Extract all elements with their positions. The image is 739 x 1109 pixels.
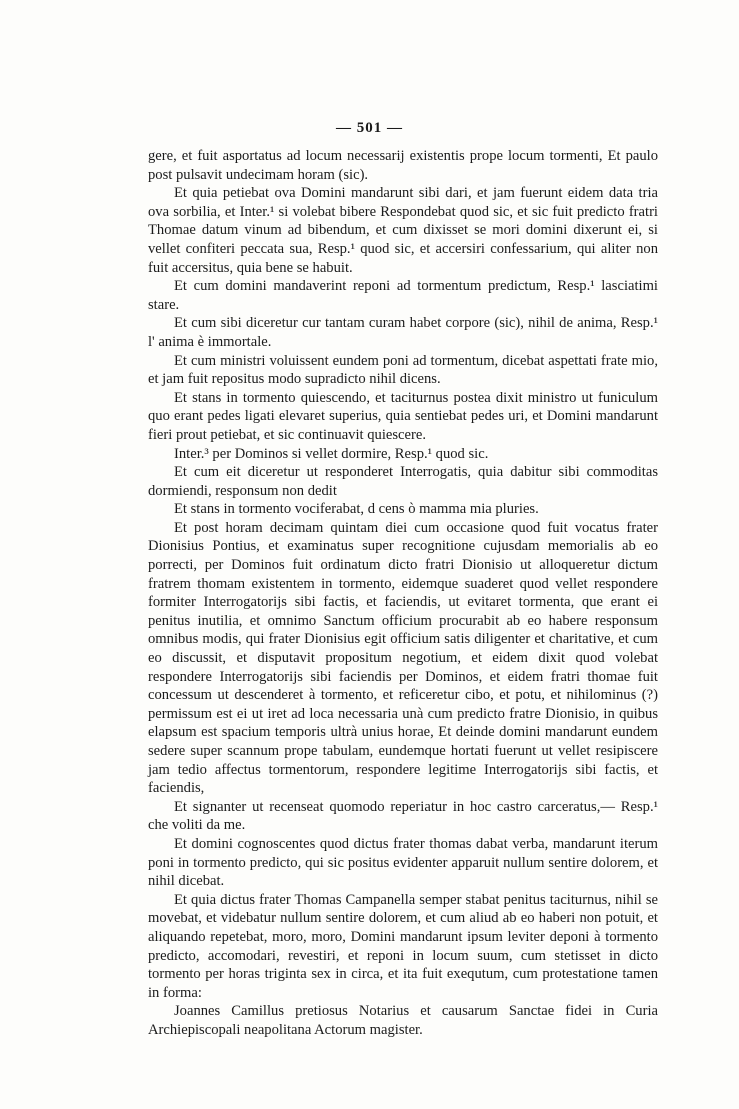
paragraph: Et domini cognoscentes quod dictus frater thomas dabat verba, mandarunt iterum poni in tormento predicto, qui sic positus evidenter apparuit nullum sentire dolorem, et nihil dicebat.	[148, 835, 658, 890]
paragraph: Joannes Camillus pretiosus Notarius et causarum Sanctae fidei in Curia Archiepiscopali neapolitana Actorum magister.	[148, 1003, 658, 1038]
paragraph: gere, et fuit asportatus ad locum necessarij existentis prope locum tormenti, Et paulo post pulsavit undecimam horam (sic).	[148, 148, 658, 183]
paragraph: Et stans in tormento quiescendo, et taciturnus postea dixit ministro ut funiculum quo erant pedes ligati elevaret superius, quia sentiebat pedes uri, et Domini mandarunt fieri prout petiebat, et sic continuavit quiescere.	[148, 389, 658, 443]
paragraph: Et cum eit diceretur ut responderet Interrogatis, quia dabitur sibi commoditas dormiendi, responsum non dedit	[148, 464, 658, 499]
paragraph: Et quia dictus frater Thomas Campanella semper stabat penitus taciturnus, nihil se movebat, et videbatur nullum sentire dolorem, et cum aliud ab eo haberi non potuit, et aliquando repetebat, moro, moro, Domini mandarunt ipsum leviter deponi à tormento predicto, accomodari, revestiri, et reponi in locum suum, cum stetisset in dicto tormento per horas triginta sex in circa, et ita fuit exequtum, cum protestatione tamen in forma:	[148, 891, 658, 1001]
paragraph: Et post horam decimam quintam diei cum occasione quod fuit vocatus frater Dionisius Pontius, et examinatus super recognitione cujusdam memorialis ab eo porrecti, per Dominos fuit ordinatum dicto fratri Dionisio ut alloqueretur dictum fratrem thomam existentem in tormento, eidemque suaderet quod vellet respondere formiter Interrogatorijs sibi factis, et faciendis, ut evitaret tormenta, que erant ei penitus inutilia, et omnimo Sanctum officium procurabit ab eo habere responsum omnibus modis, qui frater Dionisius egit officium satis diligenter et charitative, et cum eo discussit, et disputavit propositum negotium, et eidem dixit quod volebat respondere Interrogatorijs sibi faciendis per Dominos, et eidem fratri thomae fuit concessum ut descenderet à tormento, et reficeretur cibo, et potu, et nihilominus (?) permissum est ei ut iret ad loca necessaria unà cum predicto fratre Dionisio, in quibus elapsum est spacium temporis ultrà unius horae, Et deinde domini mandarunt eundem sedere super scannum prope tabulam, eundemque hortati fuerunt ut vellet resipiscere jam tedio affectus tormentorum, respondere legitime Interrogatorijs sibi factis, et faciendis,	[148, 519, 658, 797]
paragraph: Inter.³ per Dominos si vellet dormire, Resp.¹ quod sic.	[174, 445, 489, 462]
paragraph: Et cum sibi diceretur cur tantam curam habet corpore (sic), nihil de anima, Resp.¹ l' anima è immortale.	[148, 315, 658, 350]
paragraph: Et quia petiebat ova Domini mandarunt sibi dari, et jam fuerunt eidem data tria ova sorbilia, et Inter.¹ si volebat bibere Respondebat quod sic, et sic fuit predicto fratri Thomae datum vinum ad bibendum, et cum dixisset se mori domini dixerunt ei, si vellet confiteri peccata sua, Resp.¹ quod sic, et accersiri confessarium, qui aliter non fuit accersitus, quia bene se habuit.	[148, 185, 658, 276]
paragraph: Et stans in tormento vociferabat, d cens ò mamma mia pluries.	[174, 501, 539, 518]
paragraph: Et signanter ut recenseat quomodo reperiatur in hoc castro carceratus,— Resp.¹ che voliti da me.	[148, 798, 658, 834]
paragraph: Et cum domini mandaverint reponi ad tormentum predictum, Resp.¹ lasciatimi stare.	[148, 278, 658, 313]
page-number: — 501 —	[336, 120, 403, 136]
paragraph: Et cum ministri voluissent eundem poni ad tormentum, dicebat aspettati frate mio, et jam fuit repositus modo supradicto nihil dicens.	[148, 352, 658, 388]
body-text	[148, 147, 658, 1040]
